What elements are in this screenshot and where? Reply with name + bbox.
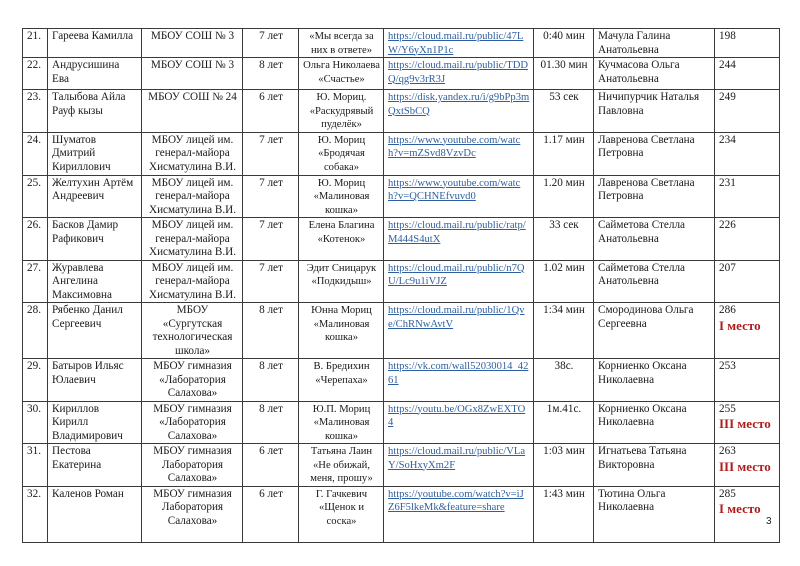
work-title: В. Бредихин «Черепаха»: [313, 361, 370, 386]
video-link[interactable]: https://vk.com/wall52030014_4261: [388, 361, 529, 386]
work-cell: [299, 303, 384, 359]
score-value: 198: [719, 30, 736, 42]
participant-name-cell: Рябенко Данил Сергеевич: [48, 303, 142, 359]
teacher-cell: Корниенко Оксана Николаевна: [594, 401, 715, 444]
work-title: «Мы всегда за них в ответе»: [309, 31, 374, 56]
score-cell: [715, 29, 780, 58]
video-link-cell: [384, 260, 534, 303]
score-cell: [715, 303, 780, 359]
score-value: 263: [719, 445, 736, 457]
video-link[interactable]: https://www.youtube.com/watch?v=mZSvd8VzvDc: [388, 134, 521, 159]
table-row: [23, 218, 780, 261]
age-cell: 7 лет: [243, 29, 299, 58]
school-cell: МБОУ лицей им. генерал-майора Хисматулина В.И.: [142, 218, 243, 261]
video-link[interactable]: https://cloud.mail.ru/public/1Qve/ChRNwAvtV: [388, 305, 525, 330]
table-row: [23, 444, 780, 487]
score-cell: [715, 401, 780, 444]
score-value: 207: [719, 261, 736, 274]
video-link-cell: [384, 218, 534, 261]
table-row: [23, 260, 780, 303]
work-title: Г. Гачкевич «Щенок и соска»: [315, 488, 368, 527]
score-value: 255: [719, 402, 736, 415]
age-cell: 7 лет: [243, 175, 299, 218]
age-cell: 6 лет: [243, 90, 299, 133]
age-cell: 7 лет: [243, 132, 299, 175]
video-link[interactable]: https://cloud.mail.ru/public/VLaY/SoHxyXm2F: [388, 446, 526, 471]
score-cell: [715, 260, 780, 303]
place-badge: III место: [719, 458, 771, 474]
participant-name-cell: Басков Дамир Рафикович: [48, 218, 142, 261]
teacher-cell: Лавренова Светлана Петровна: [594, 132, 715, 175]
age-cell: 8 лет: [243, 359, 299, 402]
school-cell: МБОУ гимназия «Лаборатория Салахова»: [142, 401, 243, 444]
age-cell: 6 лет: [243, 444, 299, 487]
teacher-cell: Игнатьева Татьяна Викторовна: [594, 444, 715, 487]
duration-cell: 0:40 мин: [534, 29, 594, 58]
score-value: 244: [719, 59, 736, 71]
row-number-cell: 24.: [23, 132, 48, 175]
video-link-cell: [384, 132, 534, 175]
table-row: [23, 58, 780, 90]
score-cell: [715, 486, 780, 542]
score-value: 231: [719, 176, 736, 189]
duration-cell: 1.17 мин: [534, 132, 594, 175]
work-cell: [299, 58, 384, 90]
duration-cell: 1:43 мин: [534, 486, 594, 542]
score-value: 226: [719, 219, 736, 231]
work-cell: [299, 175, 384, 218]
video-link[interactable]: https://cloud.mail.ru/public/n7QU/Lc9u1iVJZ: [388, 262, 525, 287]
duration-cell: 1.02 мин: [534, 260, 594, 303]
row-number-cell: 29.: [23, 359, 48, 402]
work-cell: [299, 486, 384, 542]
age-cell: 7 лет: [243, 260, 299, 303]
teacher-cell: Корниенко Оксана Николаевна: [594, 359, 715, 402]
score-value: 234: [719, 133, 736, 146]
duration-cell: 33 сек: [534, 218, 594, 261]
participant-name-cell: Желтухин Артём Андреевич: [48, 175, 142, 218]
video-link-cell: [384, 401, 534, 444]
school-cell: МБОУ лицей им. генерал-майора Хисматулина В.И.: [142, 175, 243, 218]
work-cell: [299, 90, 384, 133]
teacher-cell: Сайметова Стелла Анатольевна: [594, 260, 715, 303]
row-number-cell: 30.: [23, 401, 48, 444]
video-link[interactable]: https://youtu.be/OGx8ZwEXTO4: [388, 403, 526, 428]
score-cell: [715, 58, 780, 90]
table-body: [23, 29, 780, 543]
table-row: [23, 29, 780, 58]
work-title: Елена Благина «Котенок»: [308, 220, 375, 245]
work-cell: [299, 29, 384, 58]
row-number-cell: 25.: [23, 175, 48, 218]
table-row: [23, 175, 780, 218]
page-number: 3: [766, 516, 772, 527]
school-cell: МБОУ СОШ № 24: [142, 90, 243, 133]
place-badge: I место: [719, 501, 761, 516]
participant-name-cell: Каленов Роман: [48, 486, 142, 542]
school-cell: МБОУ СОШ № 3: [142, 29, 243, 58]
duration-cell: 1м.41с.: [534, 401, 594, 444]
work-title: Ю. Мориц «Малиновая кошка»: [313, 177, 370, 216]
school-cell: МБОУ лицей им. генерал-майора Хисматулина В.И.: [142, 132, 243, 175]
row-number-cell: 28.: [23, 303, 48, 359]
place-badge: III место: [719, 416, 771, 431]
table-row: [23, 359, 780, 402]
age-cell: 8 лет: [243, 303, 299, 359]
video-link-cell: [384, 444, 534, 487]
row-number-cell: 23.: [23, 90, 48, 133]
work-title: Ю.П. Мориц «Малиновая кошка»: [312, 403, 371, 442]
video-link[interactable]: https://cloud.mail.ru/public/ratp/M444S4utX: [388, 220, 526, 245]
table-row: [23, 401, 780, 444]
teacher-cell: Мачула Галина Анатольевна: [594, 29, 715, 58]
video-link-cell: [384, 58, 534, 90]
table-row: [23, 303, 780, 359]
score-cell: [715, 132, 780, 175]
row-number-cell: 21.: [23, 29, 48, 58]
participant-name-cell: Талыбова Айла Рауф кызы: [48, 90, 142, 133]
work-title: Ю. Мориц «Бродячая собака»: [317, 134, 366, 173]
video-link-cell: [384, 486, 534, 542]
video-link-cell: [384, 175, 534, 218]
video-link[interactable]: https://www.youtube.com/watch?v=QCHNEfvuvd0: [388, 177, 521, 202]
participants-table: [22, 28, 780, 543]
video-link-cell: [384, 90, 534, 133]
teacher-cell: Лавренова Светлана Петровна: [594, 175, 715, 218]
participant-name-cell: Пестова Екатерина: [48, 444, 142, 487]
duration-cell: 1:03 мин: [534, 444, 594, 487]
score-cell: [715, 359, 780, 402]
work-cell: [299, 401, 384, 444]
participant-name-cell: Журавлева Ангелина Максимовна: [48, 260, 142, 303]
video-link[interactable]: https://youtube.com/watch?v=iJZ6F5lkeMk&feature=share: [388, 488, 524, 513]
school-cell: МБОУ гимназия Лаборатория Салахова»: [142, 444, 243, 487]
table-row: [23, 132, 780, 175]
school-cell: МБОУ гимназия Лаборатория Салахова»: [142, 486, 243, 542]
age-cell: 7 лет: [243, 218, 299, 261]
work-cell: [299, 359, 384, 402]
work-title: Юнна Мориц «Малиновая кошка»: [311, 305, 372, 343]
place-badge: I место: [719, 317, 761, 333]
age-cell: 6 лет: [243, 486, 299, 542]
work-title: Татьяна Лаин «Не обижай, меня, прошу»: [310, 446, 373, 484]
participant-name-cell: Андрусишина Ева: [48, 58, 142, 90]
video-link-cell: [384, 303, 534, 359]
duration-cell: 38с.: [534, 359, 594, 402]
teacher-cell: Ничипурчик Наталья Павловна: [594, 90, 715, 133]
school-cell: МБОУ «Сургутская технологическая школа»: [142, 303, 243, 359]
school-cell: МБОУ гимназия «Лаборатория Салахова»: [142, 359, 243, 402]
school-cell: МБОУ лицей им. генерал-майора Хисматулина В.И.: [142, 260, 243, 303]
score-cell: [715, 90, 780, 133]
video-link[interactable]: https://cloud.mail.ru/public/47LW/Y6yXn1P1c: [388, 31, 524, 56]
row-number-cell: 26.: [23, 218, 48, 261]
work-title: Ольга Николаева «Счастье»: [303, 60, 380, 85]
work-cell: [299, 444, 384, 487]
participant-name-cell: Шуматов Дмитрий Кириллович: [48, 132, 142, 175]
video-link[interactable]: https://cloud.mail.ru/public/TDDQ/qg9v3rR3J: [388, 60, 529, 85]
participant-name-cell: Кириллов Кирилл Владимирович: [48, 401, 142, 444]
work-cell: [299, 218, 384, 261]
video-link[interactable]: https://disk.yandex.ru/i/g9bPp3mQxtSbCQ: [388, 92, 530, 117]
age-cell: 8 лет: [243, 401, 299, 444]
participant-name-cell: Батыров Ильяс Юлаевич: [48, 359, 142, 402]
score-value: 285: [719, 487, 736, 500]
work-cell: [299, 260, 384, 303]
score-cell: [715, 444, 780, 487]
school-cell: МБОУ СОШ № 3: [142, 58, 243, 90]
duration-cell: 53 сек: [534, 90, 594, 133]
video-link-cell: [384, 359, 534, 402]
work-cell: [299, 132, 384, 175]
score-cell: [715, 218, 780, 261]
teacher-cell: Тютина Ольга Николаевна: [594, 486, 715, 542]
age-cell: 8 лет: [243, 58, 299, 90]
row-number-cell: 32.: [23, 486, 48, 542]
row-number-cell: 31.: [23, 444, 48, 487]
table-row: [23, 486, 780, 542]
video-link-cell: [384, 29, 534, 58]
row-number-cell: 22.: [23, 58, 48, 90]
participant-name-cell: Гареева Камилла: [48, 29, 142, 58]
work-title: Ю. Мориц. «Раскудрявый пуделёк»: [309, 92, 374, 130]
table-row: [23, 90, 780, 133]
duration-cell: 1:34 мин: [534, 303, 594, 359]
duration-cell: 1.20 мин: [534, 175, 594, 218]
score-value: 286: [719, 304, 736, 316]
row-number-cell: 27.: [23, 260, 48, 303]
work-title: Эдит Сницарук «Подкидыш»: [306, 262, 377, 287]
teacher-cell: Сайметова Стелла Анатольевна: [594, 218, 715, 261]
score-value: 253: [719, 360, 736, 372]
score-value: 249: [719, 91, 736, 103]
duration-cell: 01.30 мин: [534, 58, 594, 90]
teacher-cell: Кучмасова Ольга Анатольевна: [594, 58, 715, 90]
score-cell: [715, 175, 780, 218]
teacher-cell: Смородинова Ольга Сергеевна: [594, 303, 715, 359]
